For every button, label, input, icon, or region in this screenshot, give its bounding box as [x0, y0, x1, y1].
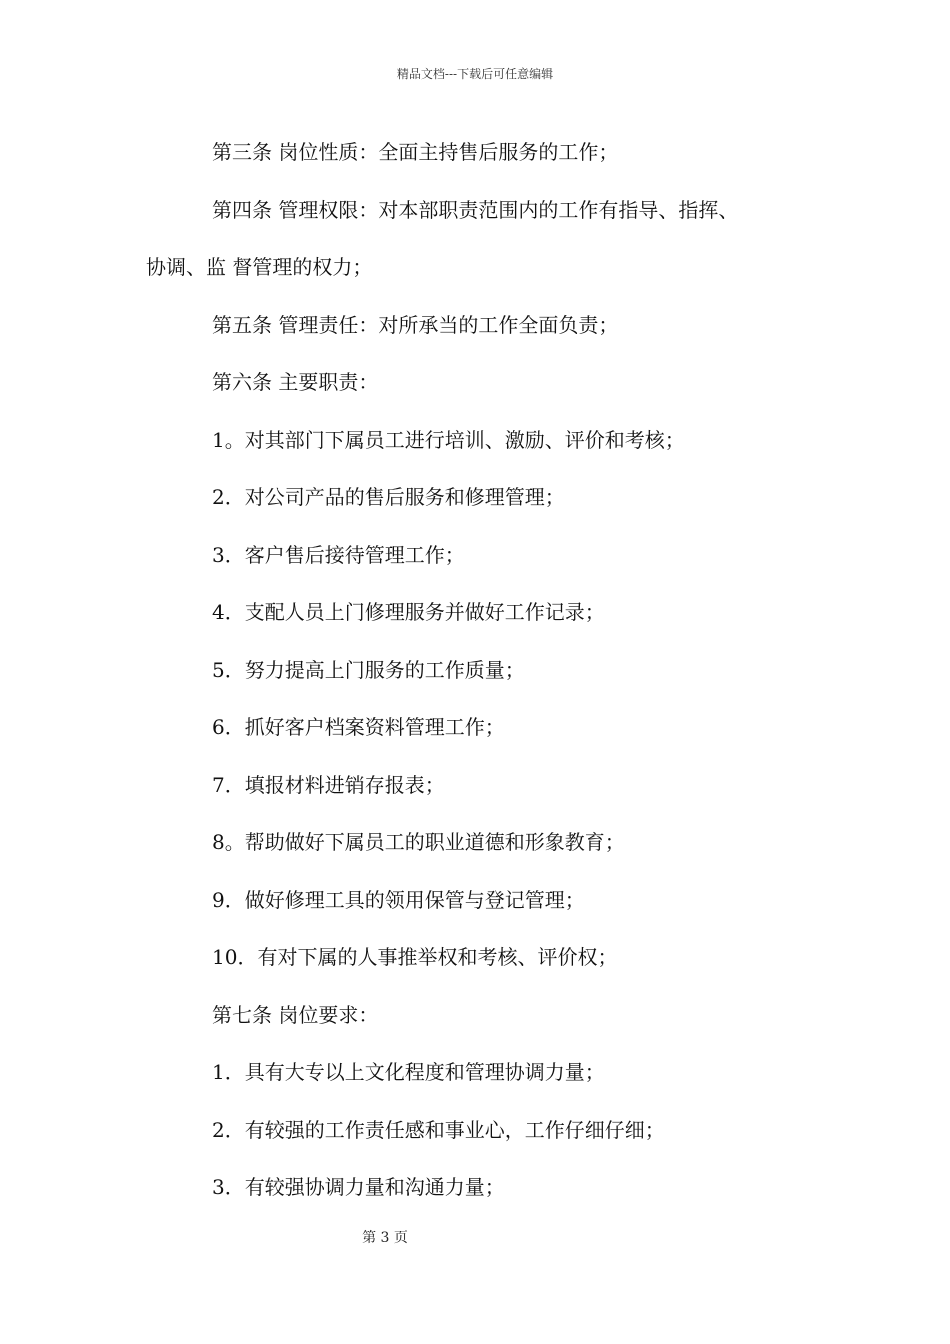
- duty-item-8: 8。帮助做好下属员工的职业道德和形象教育；: [212, 830, 625, 854]
- duty-item-10: 10．有对下属的人事推举权和考核、评价权；: [212, 945, 618, 969]
- duty-item-9: 9．做好修理工具的领用保管与登记管理；: [212, 887, 585, 912]
- duty-item-2: 2．对公司产品的售后服务和修理管理；: [212, 485, 565, 509]
- article-4-line-2: 协调、监 督管理的权力；: [146, 255, 373, 279]
- requirement-item-1: 1．具有大专以上文化程度和管理协调力量；: [212, 1060, 605, 1084]
- article-4-authority: [146, 190, 826, 288]
- article-5-responsibility: 第五条 管理责任：对所承当的工作全面负责；: [212, 312, 619, 337]
- requirement-item-2: 2．有较强的工作责任感和事业心，工作仔细仔细；: [212, 1117, 665, 1142]
- page-header: 精品文档---下载后可任意编辑: [396, 67, 554, 81]
- duty-item-6: 6．抓好客户档案资料管理工作；: [212, 715, 505, 739]
- article-7-requirements-heading: 第七条 岗位要求：: [212, 1002, 379, 1027]
- duty-item-4: 4．支配人员上门修理服务并做好工作记录；: [212, 600, 605, 624]
- article-4-line-1: 第四条 管理权限：对本部职责范围内的工作有指导、指挥、: [212, 197, 739, 222]
- requirement-item-3: 3．有较强协调力量和沟通力量；: [212, 1175, 505, 1199]
- page-number: 第 3 页: [362, 1230, 408, 1246]
- document-body: [146, 132, 826, 1225]
- duty-item-7: 7．填报材料进销存报表；: [212, 772, 445, 797]
- duty-item-5: 5．努力提高上门服务的工作质量；: [212, 657, 525, 682]
- duty-item-1: 1。对其部门下属员工进行培训、激励、评价和考核；: [212, 427, 685, 452]
- duty-item-3: 3．客户售后接待管理工作；: [212, 542, 465, 567]
- article-6-duties-heading: 第六条 主要职责：: [212, 370, 379, 394]
- article-3-nature: 第三条 岗位性质：全面主持售后服务的工作；: [212, 140, 619, 164]
